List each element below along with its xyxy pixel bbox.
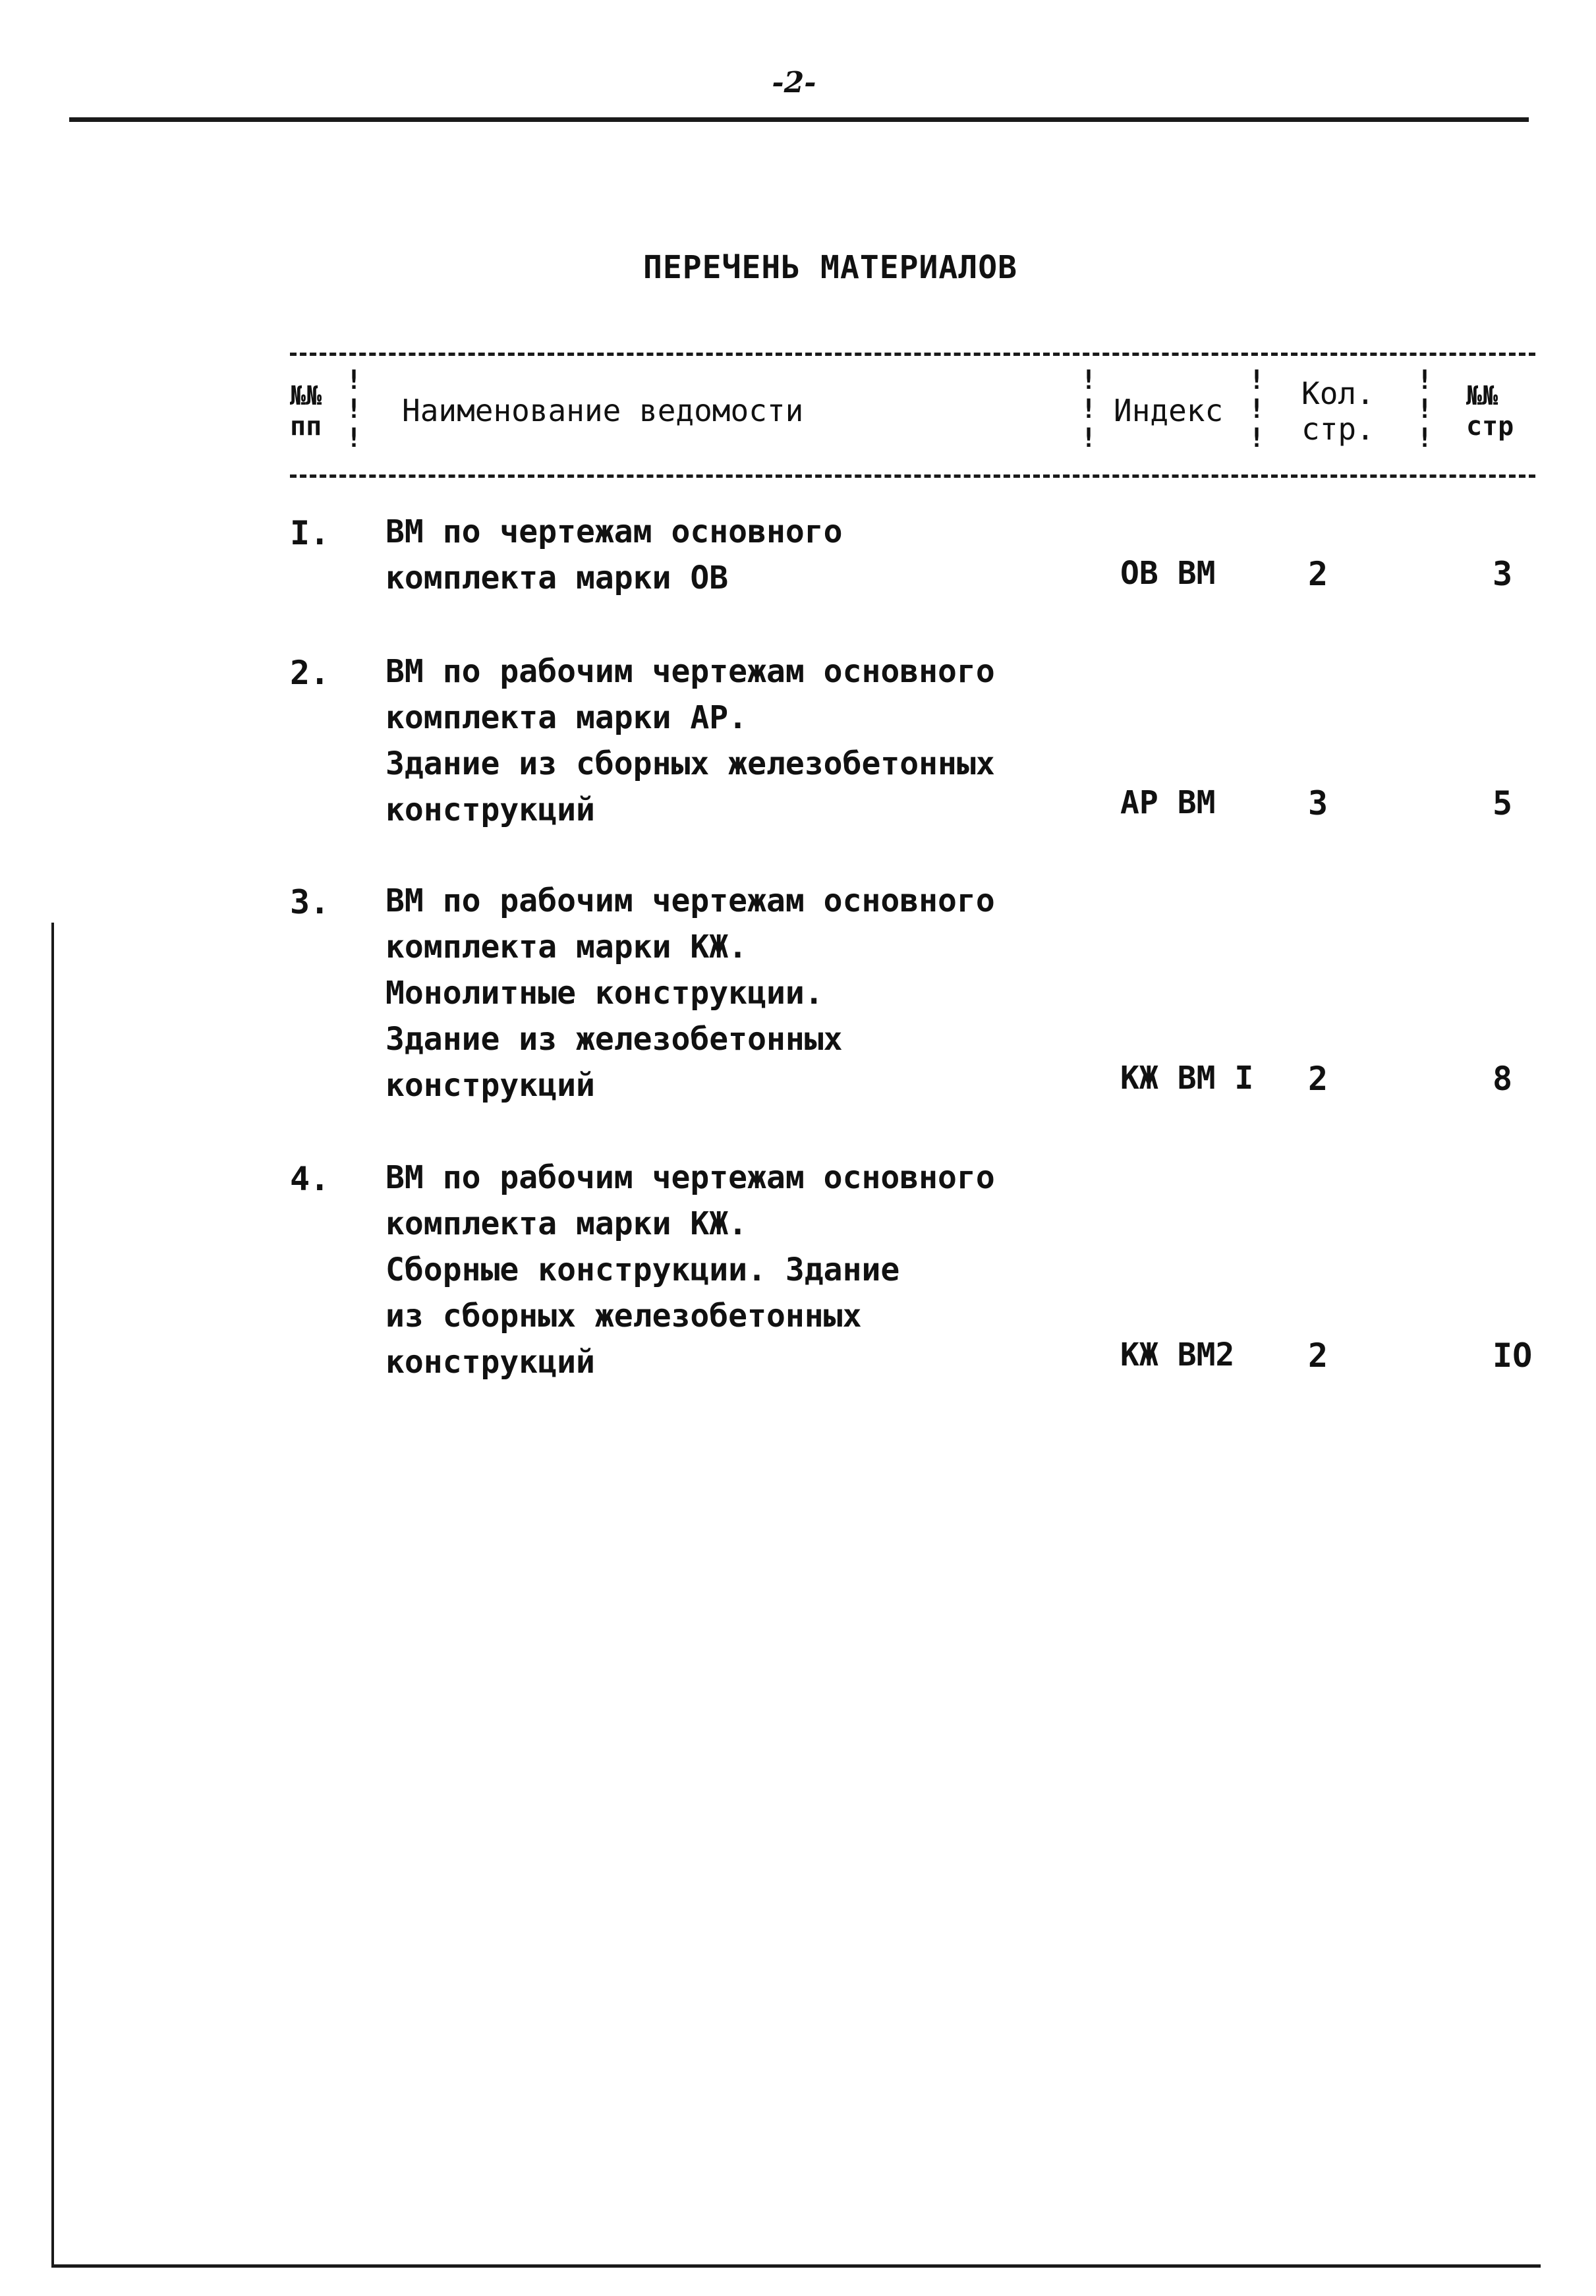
document-title: ПЕРЕЧЕНЬ МАТЕРИАЛОВ xyxy=(642,249,1018,286)
row-index: КЖ ВМ I xyxy=(1120,1060,1254,1097)
row-number: 4. xyxy=(290,1160,330,1198)
row-name: ВМ по рабочим чертежам основного комплекта марки АР. Здание из сборных железобетонных конструкций xyxy=(385,653,995,828)
row-quantity: 2 xyxy=(1308,1060,1328,1098)
table-header-top-line xyxy=(290,353,1535,356)
header-separator: ! ! ! xyxy=(1417,365,1433,453)
row-name: ВМ по чертежам основного комплекта марки ОВ xyxy=(385,513,843,596)
header-separator: ! ! ! xyxy=(346,365,362,453)
header-quantity-line1: Кол. xyxy=(1301,376,1375,411)
row-quantity: 3 xyxy=(1308,784,1328,822)
row-name: ВМ по рабочим чертежам основного комплекта марки КЖ. Монолитные конструкции. Здание из железобетонных конструкций xyxy=(385,882,995,1104)
row-number: 3. xyxy=(290,883,330,921)
header-page-line2: стр xyxy=(1466,411,1514,442)
row-name: ВМ по рабочим чертежам основного комплекта марки КЖ. Сборные конструкции. Здание из сборных железобетонных конструкций xyxy=(385,1159,995,1381)
top-rule xyxy=(69,117,1529,122)
header-index: Индекс xyxy=(1114,393,1224,428)
header-page-line1: №№ xyxy=(1466,381,1498,411)
table-header-bottom-line xyxy=(290,474,1535,478)
row-page: 8 xyxy=(1493,1060,1513,1098)
page-number: -2- xyxy=(772,66,816,100)
header-number-line1: №№ xyxy=(290,381,322,411)
header-separator: ! ! ! xyxy=(1081,365,1097,453)
header-separator: ! ! ! xyxy=(1249,365,1265,453)
frame-bottom-border xyxy=(51,2264,1541,2268)
row-number: I. xyxy=(290,514,330,552)
header-name: Наименование ведомости xyxy=(402,393,804,428)
header-quantity xyxy=(1301,376,1375,447)
row-quantity: 2 xyxy=(1308,1336,1328,1375)
header-quantity-line2: стр. xyxy=(1301,411,1375,447)
row-number: 2. xyxy=(290,654,330,692)
header-page xyxy=(1466,381,1514,442)
row-quantity: 2 xyxy=(1308,555,1328,593)
row-index: АР ВМ xyxy=(1120,784,1216,821)
row-page: 3 xyxy=(1493,555,1513,593)
row-page: IO xyxy=(1493,1336,1533,1375)
header-number xyxy=(290,381,322,442)
row-page: 5 xyxy=(1493,784,1513,822)
row-index: ОВ ВМ xyxy=(1120,555,1216,592)
header-number-line2: пп xyxy=(290,411,322,442)
frame-left-border xyxy=(51,923,54,2267)
row-index: КЖ ВМ2 xyxy=(1120,1336,1235,1373)
